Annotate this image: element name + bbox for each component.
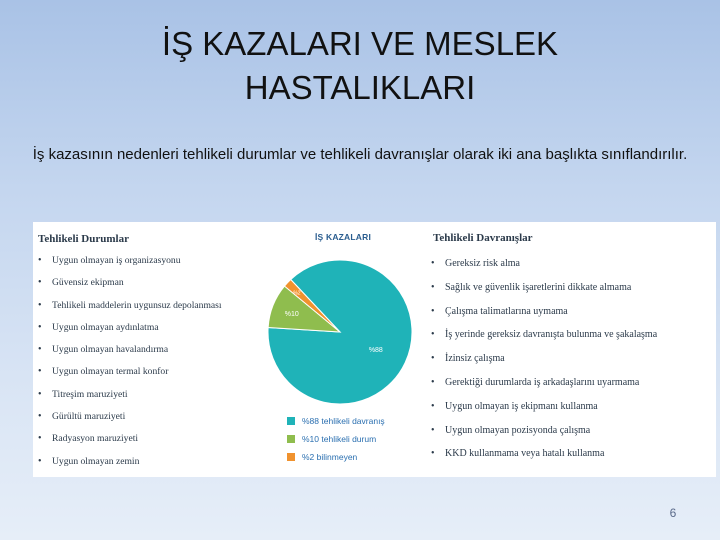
list-item: • Güvensiz ekipman — [38, 277, 124, 289]
bullet-icon: • — [38, 299, 42, 311]
bullet-icon: • — [431, 281, 435, 293]
pie-slice-label: %10 — [284, 310, 299, 318]
bullet-icon: • — [431, 329, 435, 341]
list-item: • Uygun olmayan iş ekipmanı kullanma — [431, 400, 598, 412]
pie-slice-label: %88 — [368, 346, 383, 354]
dangerous-behaviors-list — [431, 258, 713, 472]
list-item: • Uygun olmayan iş organizasyonu — [38, 255, 181, 266]
accident-causes-figure — [33, 222, 716, 477]
title-line-1: İŞ KAZALARI VE MESLEK — [161, 25, 559, 62]
bullet-icon: • — [38, 321, 42, 333]
title-line-2: HASTALIKLARI — [244, 69, 476, 106]
left-column-title: Tehlikeli Durumlar — [38, 233, 129, 245]
chart-title: İŞ KAZALARI — [315, 232, 372, 242]
legend-swatch — [287, 417, 295, 425]
slide-title — [0, 22, 720, 110]
list-item: • Gerektiği durumlarda iş arkadaşlarını uyarmama — [431, 376, 640, 388]
bullet-icon: • — [431, 305, 435, 317]
list-item: • Radyasyon maruziyeti — [38, 433, 139, 445]
dangerous-conditions-list — [38, 255, 248, 478]
legend-swatch — [287, 453, 295, 461]
bullet-icon: • — [38, 344, 42, 356]
list-item: • Gereksiz risk alma — [431, 258, 520, 269]
legend-item: %88 tehlikeli davranış — [287, 416, 385, 434]
list-item: • Titreşim maruziyeti — [38, 388, 128, 400]
bullet-icon: • — [38, 455, 42, 467]
list-item: • Tehlikeli maddelerin uygunsuz depolanması — [38, 299, 222, 311]
right-column-title: Tehlikeli Davranışlar — [433, 232, 533, 244]
bullet-icon: • — [38, 366, 42, 378]
bullet-icon: • — [431, 400, 435, 412]
bullet-icon: • — [431, 353, 435, 365]
list-item: • İzinsiz çalışma — [431, 353, 505, 365]
bullet-icon: • — [38, 411, 42, 423]
bullet-icon: • — [431, 258, 435, 269]
list-item: • İş yerinde gereksiz davranışta bulunma ve şakalaşma — [431, 329, 658, 341]
list-item: • Uygun olmayan havalandırma — [38, 344, 169, 356]
page-number: 6 — [669, 506, 677, 520]
list-item: • Uygun olmayan pozisyonda çalışma — [431, 424, 591, 436]
list-item: • Uygun olmayan termal konfor — [38, 366, 169, 378]
pie-chart — [245, 222, 431, 412]
list-item: • Sağlık ve güvenlik işaretlerini dikkate almama — [431, 281, 632, 293]
bullet-icon: • — [431, 424, 435, 436]
bullet-icon: • — [38, 277, 42, 289]
list-item: • KKD kullanmama veya hatalı kullanma — [431, 448, 605, 460]
intro-text: İş kazasının nedenleri tehlikeli durumlar ve tehlikeli davranışlar olarak iki ana başlıkta sınıflandırılır. — [32, 146, 688, 163]
legend-item: %10 tehlikeli durum — [287, 434, 385, 452]
legend-item: %2 bilinmeyen — [287, 452, 385, 470]
list-item: • Uygun olmayan aydınlatma — [38, 321, 159, 333]
legend-swatch — [287, 435, 295, 443]
list-item: • Gürültü maruziyeti — [38, 411, 126, 423]
bullet-icon: • — [38, 255, 42, 266]
pie-slices — [268, 260, 412, 404]
list-item: • Uygun olmayan zemin — [38, 455, 140, 467]
chart-legend — [287, 416, 385, 470]
bullet-icon: • — [431, 376, 435, 388]
bullet-icon: • — [38, 388, 42, 400]
pie-slice-label: %2 — [293, 290, 301, 297]
list-item: • Çalışma talimatlarına uymama — [431, 305, 568, 317]
bullet-icon: • — [38, 433, 42, 445]
bullet-icon: • — [431, 448, 435, 460]
